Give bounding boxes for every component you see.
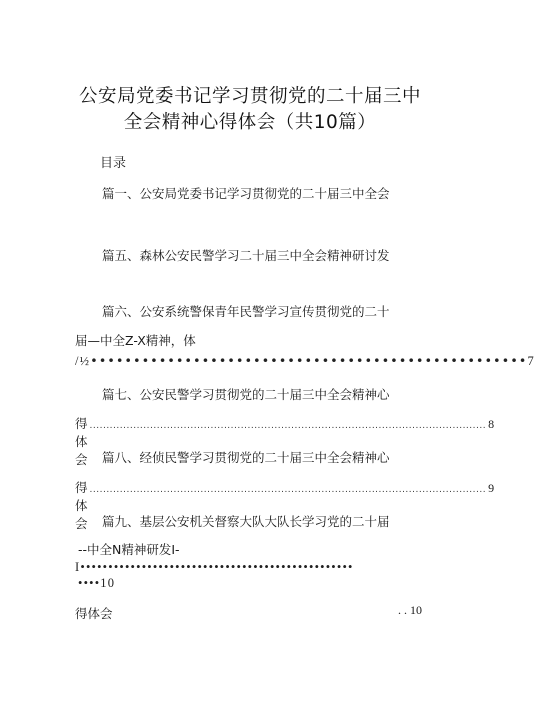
toc-entry-6-dots: •••••••••••••••••••••••••••••••••••••••••••••••••••: [90, 353, 528, 368]
toc-entry-7-page: 8: [488, 417, 495, 431]
document-title-line-2: 全会精神心得体会（共10篇）: [123, 112, 377, 133]
toc-entry-9-dots-page: ••••10: [78, 576, 116, 590]
toc-entry-6-continuation: 届—中全Z-X精神，体: [75, 333, 196, 348]
toc-entry-6-leader: [75, 353, 535, 369]
toc-heading: 目录: [100, 156, 127, 171]
toc-entry-8[interactable]: 篇八、经侦民警学习贯彻党的二十届三中全会精神心: [102, 450, 390, 465]
toc-entry-9-continuation-text: --中全N精神研发I-: [78, 542, 180, 557]
toc-entry-6-page: 7: [527, 354, 535, 368]
toc-entry-9-tail: 得体会: [75, 606, 113, 621]
toc-entry-1[interactable]: 篇一、公安局党委书记学习贯彻党的二十届三中全会: [102, 186, 390, 201]
toc-entry-6[interactable]: 篇六、公安系统警保青年民警学习宣传贯彻党的二十: [102, 304, 390, 319]
toc-entry-8-continuation: 得体会: [75, 480, 88, 531]
toc-entry-9[interactable]: 篇九、基层公安机关督察大队大队长学习党的二十届: [102, 514, 390, 529]
toc-entry-7[interactable]: 篇七、公安民警学习贯彻党的二十届三中全会精神心: [102, 387, 390, 402]
toc-leader-dots: ......................................................................................................................: [89, 485, 487, 495]
toc-entry-5[interactable]: 篇五、森林公安民警学习二十届三中全会精神研讨发: [102, 248, 390, 263]
toc-leader-dots: ......................................................................................................................: [89, 421, 487, 431]
toc-entry-8-page: 9: [488, 481, 495, 495]
toc-entry-6-prefix: /½: [75, 354, 91, 368]
toc-entry-9-dots-row: I•••••••••••••••••••••••••••••••••••••••••••••••••: [75, 560, 354, 574]
toc-entry-9-continuation: [78, 540, 180, 558]
toc-entry-9-tail-page: . . 10: [398, 603, 422, 617]
toc-entry-7-continuation: 得体会: [75, 416, 88, 467]
document-title-line-1: 公安局党委书记学习贯彻党的二十届三中: [78, 86, 421, 107]
